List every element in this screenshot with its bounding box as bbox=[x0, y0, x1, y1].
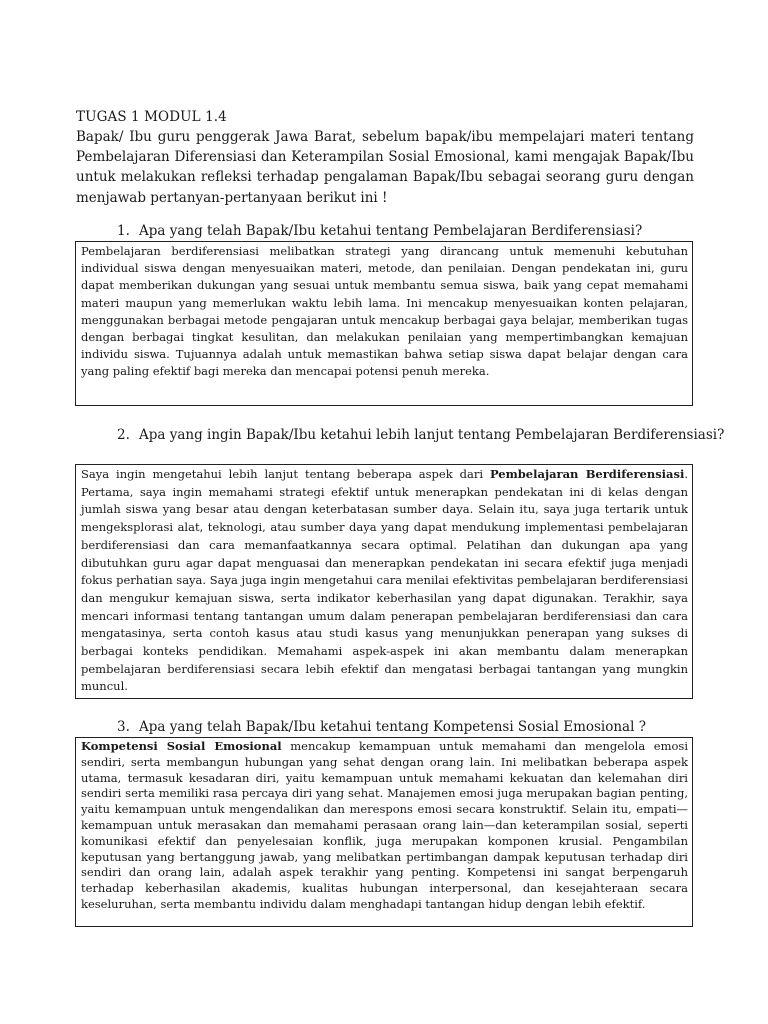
question-number: 1. bbox=[117, 223, 130, 239]
answer-bold-term: Pembelajaran Berdiferensiasi bbox=[489, 467, 685, 481]
question-text: Apa yang telah Bapak/Ibu ketahui tentang Kompetensi Sosial Emosional ? bbox=[139, 719, 646, 735]
document-title: TUGAS 1 MODUL 1.4 bbox=[76, 109, 227, 125]
answer-text bbox=[81, 739, 688, 913]
question-number: 2. bbox=[117, 427, 130, 443]
question-text: Apa yang telah Bapak/Ibu ketahui tentang Pembelajaran Berdiferensiasi? bbox=[139, 223, 643, 239]
answer-text-rest: mencakup kemampuan untuk memahami dan mengelola emosi sendiri, serta membangun hubungan yang sehat dengan orang lain. Ini melibatkan beberapa aspek utama, termasuk kesadaran diri, yaitu kemampuan untuk memahami kekuatan dan kelemahan diri sendiri serta memiliki rasa percaya diri yang sehat. Manajemen emosi juga merupakan bagian penting, yaitu kemampuan untuk mengendalikan dan merespons emosi secara konstruktif. Selain itu, empati—kemampuan untuk merasakan dan memahami perasaan orang lain—dan keterampilan sosial, seperti komunikasi efektif dan penyelesaian konflik, juga merupakan komponen krusial. Pengambilan keputusan yang bertanggung jawab, yang melibatkan pertimbangan dampak keputusan terhadap diri sendiri dan orang lain, adalah aspek terakhir yang penting. Kompetensi ini sangat berpengaruh terhadap keberhasilan akademis, kualitas hubungan interpersonal, dan kesejahteraan secara keseluruhan, serta membantu individu dalam menghadapi tantangan hidup dengan lebih efektif. bbox=[81, 739, 689, 911]
question-1 bbox=[117, 221, 642, 241]
question-2 bbox=[117, 425, 724, 445]
answer-text bbox=[81, 466, 688, 696]
question-number: 3. bbox=[117, 719, 130, 735]
question-3 bbox=[117, 717, 646, 737]
answer-text: Pembelajaran berdiferensiasi melibatkan strategi yang dirancang untuk memenuhi kebutuhan individual siswa dengan menyesuaikan materi, metode, dan penilaian. Dengan pendekatan ini, guru dapat memberikan dukungan yang sesuai untuk membantu semua siswa, baik yang cepat memahami materi maupun yang memerlukan waktu lebih lama. Ini mencakup menyesuaikan konten pelajaran, menggunakan berbagai metode pengajaran untuk mencakup berbagai gaya belajar, memberikan tugas dengan berbagai tingkat kesulitan, dan melakukan penilaian yang mempertimbangkan kemajuan individu siswa. Tujuannya adalah untuk memastikan bahwa setiap siswa dapat belajar dengan cara yang paling efektif bagi mereka dan mencapai potensi penuh mereka. bbox=[81, 244, 688, 379]
answer-text-lead: Saya ingin mengetahui lebih lanjut tentang beberapa aspek dari bbox=[81, 467, 490, 481]
answer-box-1 bbox=[75, 241, 693, 406]
document-intro: Bapak/ Ibu guru penggerak Jawa Barat, sebelum bapak/ibu mempelajari materi tentang Pembelajaran Diferensiasi dan Keterampilan Sosial Emosional, kami mengajak Bapak/Ibu untuk melakukan refleksi terhadap pengalaman Bapak/Ibu sebagai seorang guru dengan menjawab pertanyan-pertanyaan berikut ini ! bbox=[76, 129, 694, 206]
answer-box-3 bbox=[75, 737, 693, 927]
answer-text-rest: . Pertama, saya ingin memahami strategi efektif untuk menerapkan pendekatan ini di kelas dengan jumlah siswa yang besar atau dengan keterbatasan sumber daya. Selain itu, saya juga tertarik untuk mengeksplorasi alat, teknologi, atau sumber daya yang dapat mendukung implementasi pembelajaran berdiferensiasi dan cara memanfaatkannya secara optimal. Pelatihan dan dukungan apa yang dibutuhkan guru agar dapat menguasai dan menerapkan pendekatan ini secara efektif juga menjadi fokus perhatian saya. Saya juga ingin mengetahui cara menilai efektivitas pembelajaran berdiferensiasi dan mengukur kemajuan siswa, serta indikator keberhasilan yang dapat digunakan. Terakhir, saya mencari informasi tentang tantangan umum dalam penerapan pembelajaran berdiferensiasi dan cara mengatasinya, serta contoh kasus atau studi kasus yang menunjukkan penerapan yang sukses di berbagai konteks pendidikan. Memahami aspek-aspek ini akan membantu dalam menerapkan pembelajaran berdiferensiasi secara lebih efektif dan mengatasi berbagai tantangan yang mungkin muncul. bbox=[81, 467, 688, 694]
question-text: Apa yang ingin Bapak/Ibu ketahui lebih lanjut tentang Pembelajaran Berdiferensiasi? bbox=[139, 427, 725, 443]
answer-box-2 bbox=[75, 464, 693, 699]
answer-bold-term: Kompetensi Sosial Emosional bbox=[81, 739, 282, 753]
